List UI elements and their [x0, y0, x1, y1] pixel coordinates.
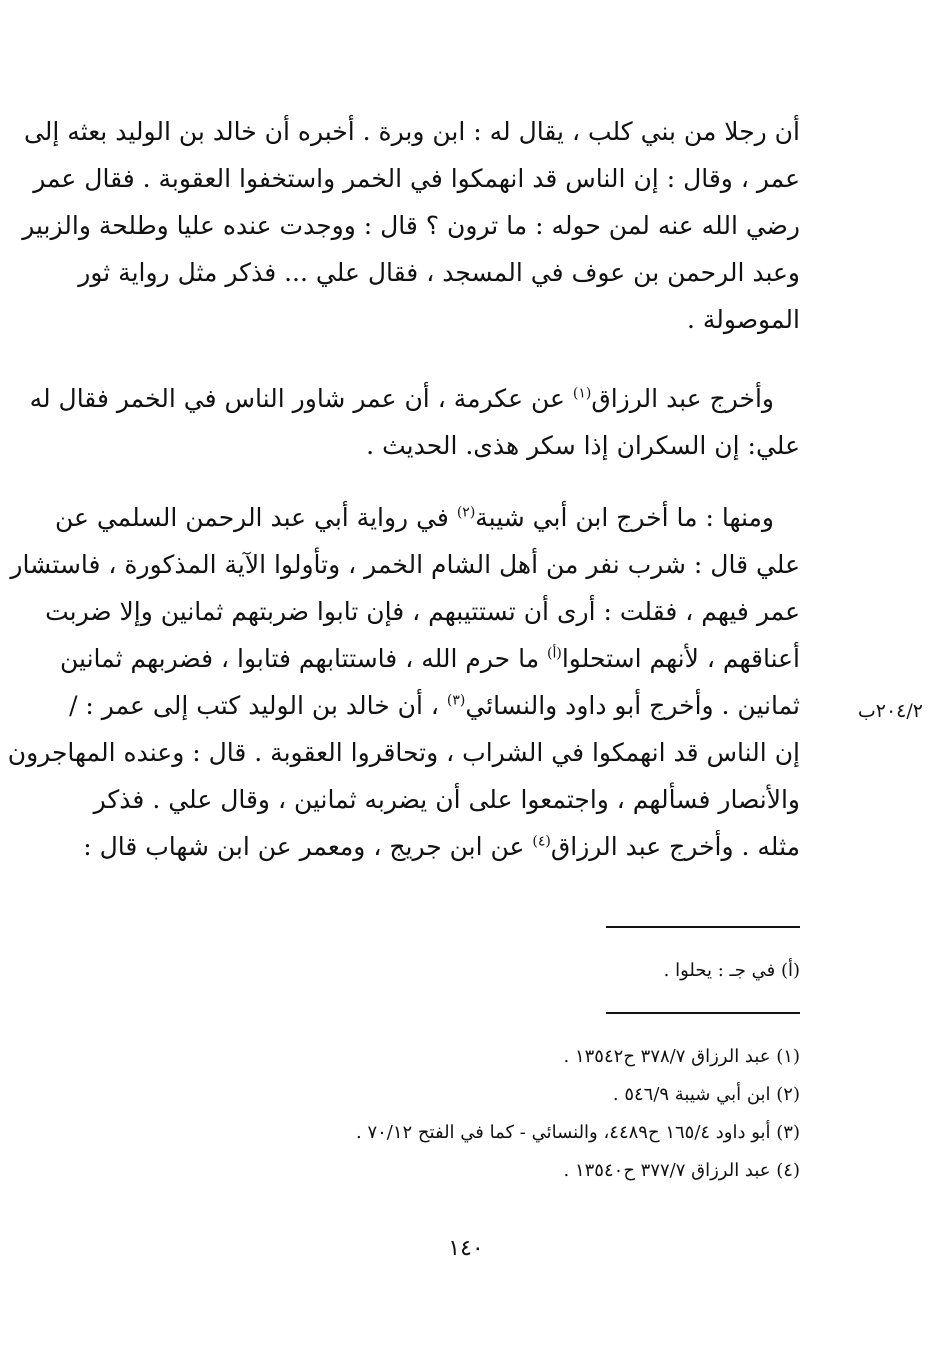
text-line [60, 635, 800, 682]
text-span: ومنها : ما أخرج ابن أبي شيبة [475, 503, 774, 532]
text-span: في رواية أبي عبد الرحمن السلمي عن [54, 503, 457, 532]
main-text [22, 108, 800, 343]
text-line: علي قال : شرب نفر من أهل الشام الخمر ، وتأولوا الآية المذكورة ، فاستشار [10, 550, 800, 579]
footnote-separator [606, 1012, 800, 1014]
text-line: وعبد الرحمن بن عوف في المسجد ، فقال علي ... فذكر مثل رواية ثور [78, 258, 800, 287]
text-span: عن ابن جريج ، ومعمر عن ابن شهاب قال : [83, 832, 533, 861]
footnote: (٢) ابن أبي شيبة ٥٤٦/٩ . [612, 1084, 800, 1105]
manuscript-folio-note: ٢٠٤/٢ب [857, 700, 923, 722]
text-span: عن عكرمة ، أن عمر شاور الناس في الخمر فقال له [29, 384, 573, 413]
footnote-ref: (٣) [446, 692, 466, 709]
footnote: (١) عبد الرزاق ٣٧٨/٧ ح١٣٥٤٢ . [563, 1046, 800, 1067]
text-line [29, 375, 800, 422]
text-span: ، أن خالد بن الوليد كتب إلى عمر : / [69, 691, 447, 720]
text-line: الموصولة . [687, 305, 800, 334]
variant-note: (أ) في جـ : يحلوا . [663, 960, 800, 981]
text-line: عمر فيهم ، فقلت : أرى أن تستتيبهم ، فإن تابوا ضربتهم ثمانين وإلا ضربت [45, 597, 800, 626]
text-line: أن رجلا من بني كلب ، يقال له : ابن وبرة . أخبره أن خالد بن الوليد بعثه إلى [23, 117, 800, 146]
text-line: والأنصار فسألهم ، واجتمعوا على أن يضربه ثمانين ، وقال علي . فذكر [93, 785, 800, 814]
text-line: علي: إن السكران إذا سكر هذى. الحديث . [366, 431, 800, 460]
text-span: ما حرم الله ، فاستتابهم فتابوا ، فضربهم ثمانين [60, 644, 548, 673]
text-line [54, 494, 800, 541]
footnote-ref: (١) [572, 385, 592, 402]
text-line: رضي الله عنه لمن حوله : ما ترون ؟ قال : ووجدت عنده عليا وطلحة والزبير [22, 211, 800, 240]
footnote: (٣) أبو داود ١٦٥/٤ ح٤٤٨٩، والنسائي - كما في الفتح ٧٠/١٢ . [355, 1122, 800, 1143]
footnote-ref: (٢) [456, 504, 476, 521]
footnote-separator [606, 926, 800, 928]
text-line: عمر ، وقال : إن الناس قد انهمكوا في الخمر واستخفوا العقوبة . فقال عمر [33, 164, 800, 193]
text-line [83, 823, 800, 870]
paragraph-2 [29, 375, 800, 469]
text-span: وأخرج عبد الرزاق [591, 384, 774, 413]
text-span: ثمانين . وأخرج أبو داود والنسائي [465, 691, 800, 720]
footnotes [356, 1038, 800, 1190]
footnote-ref: (٤) [532, 833, 551, 850]
footnote: (٤) عبد الرزاق ٣٧٧/٧ ح١٣٥٤٠ . [563, 1160, 800, 1181]
text-span: أعناقهم ، لأنهم استحلوا [561, 644, 800, 673]
paragraph-3 [7, 494, 800, 870]
text-line: إن الناس قد انهمكوا في الشراب ، وتحاقروا العقوبة . قال : وعنده المهاجرون [7, 738, 800, 767]
page-number: ١٤٠ [448, 1236, 484, 1261]
text-span: مثله . وأخرج عبد الرزاق [550, 832, 800, 861]
text-line [69, 682, 800, 729]
variant-ref: (أ) [547, 645, 562, 662]
